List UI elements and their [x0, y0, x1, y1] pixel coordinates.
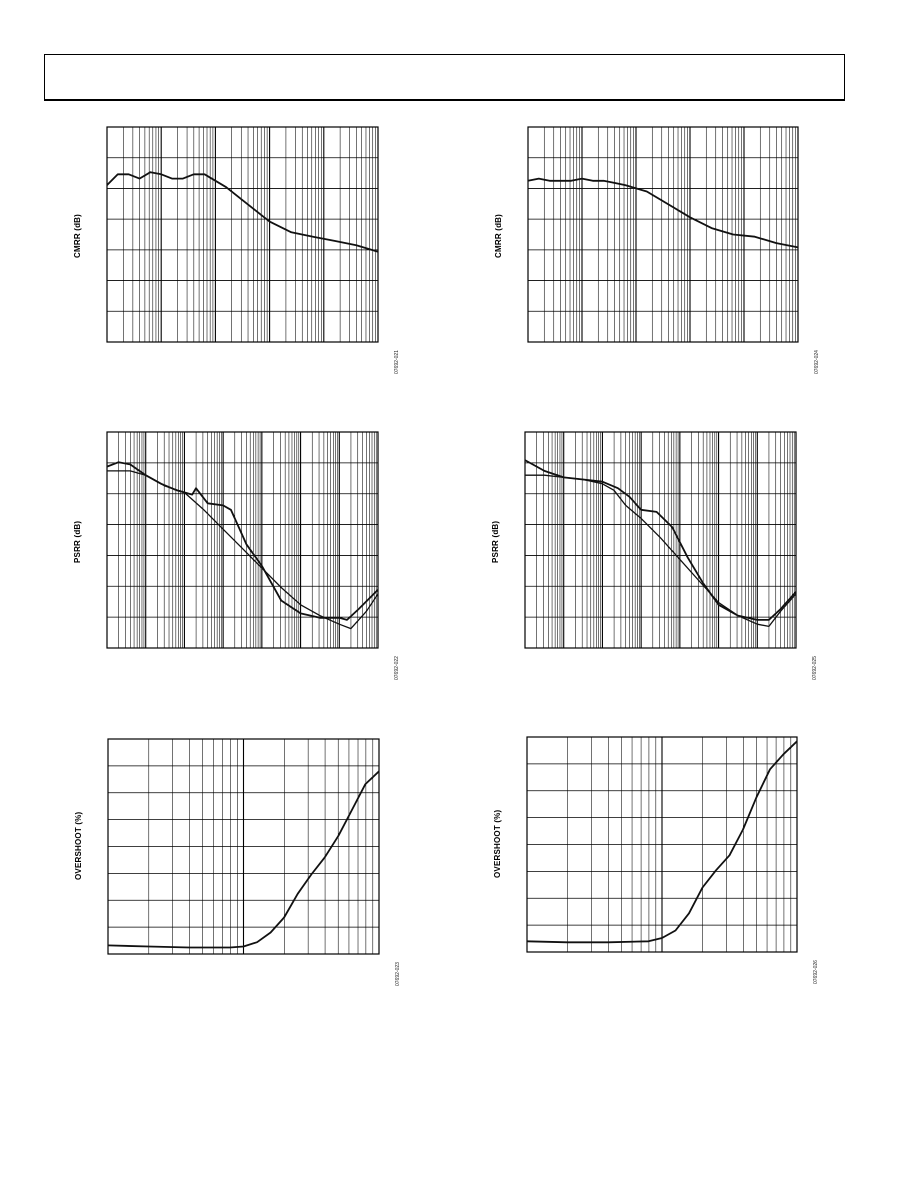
chart-4-y-axis-label: PSRR (dB) [491, 521, 500, 564]
chart-1-figure-id: 07692-021 [394, 350, 400, 374]
chart-1-series-line-1 [107, 172, 378, 252]
chart-4-figure-id: 07692-025 [812, 656, 818, 680]
chart-5-figure-id: 07692-023 [395, 962, 401, 986]
chart-3-figure-id: 07692-022 [394, 656, 400, 680]
chart-6-figure-id: 07692-026 [813, 960, 819, 984]
chart-2-figure-id: 07692-024 [814, 350, 820, 374]
chart-2-y-axis-label: CMRR (dB) [494, 213, 503, 258]
chart-2-series-line-1 [528, 179, 798, 248]
chart-1-y-axis-label: CMRR (dB) [73, 213, 82, 258]
chart-3-y-axis-label: PSRR (dB) [73, 521, 82, 564]
chart-5-y-axis-label: OVERSHOOT (%) [74, 811, 83, 881]
chart-6-y-axis-label: OVERSHOOT (%) [493, 809, 502, 879]
chart-2-frame [528, 127, 798, 342]
chart-1-frame [107, 127, 378, 342]
